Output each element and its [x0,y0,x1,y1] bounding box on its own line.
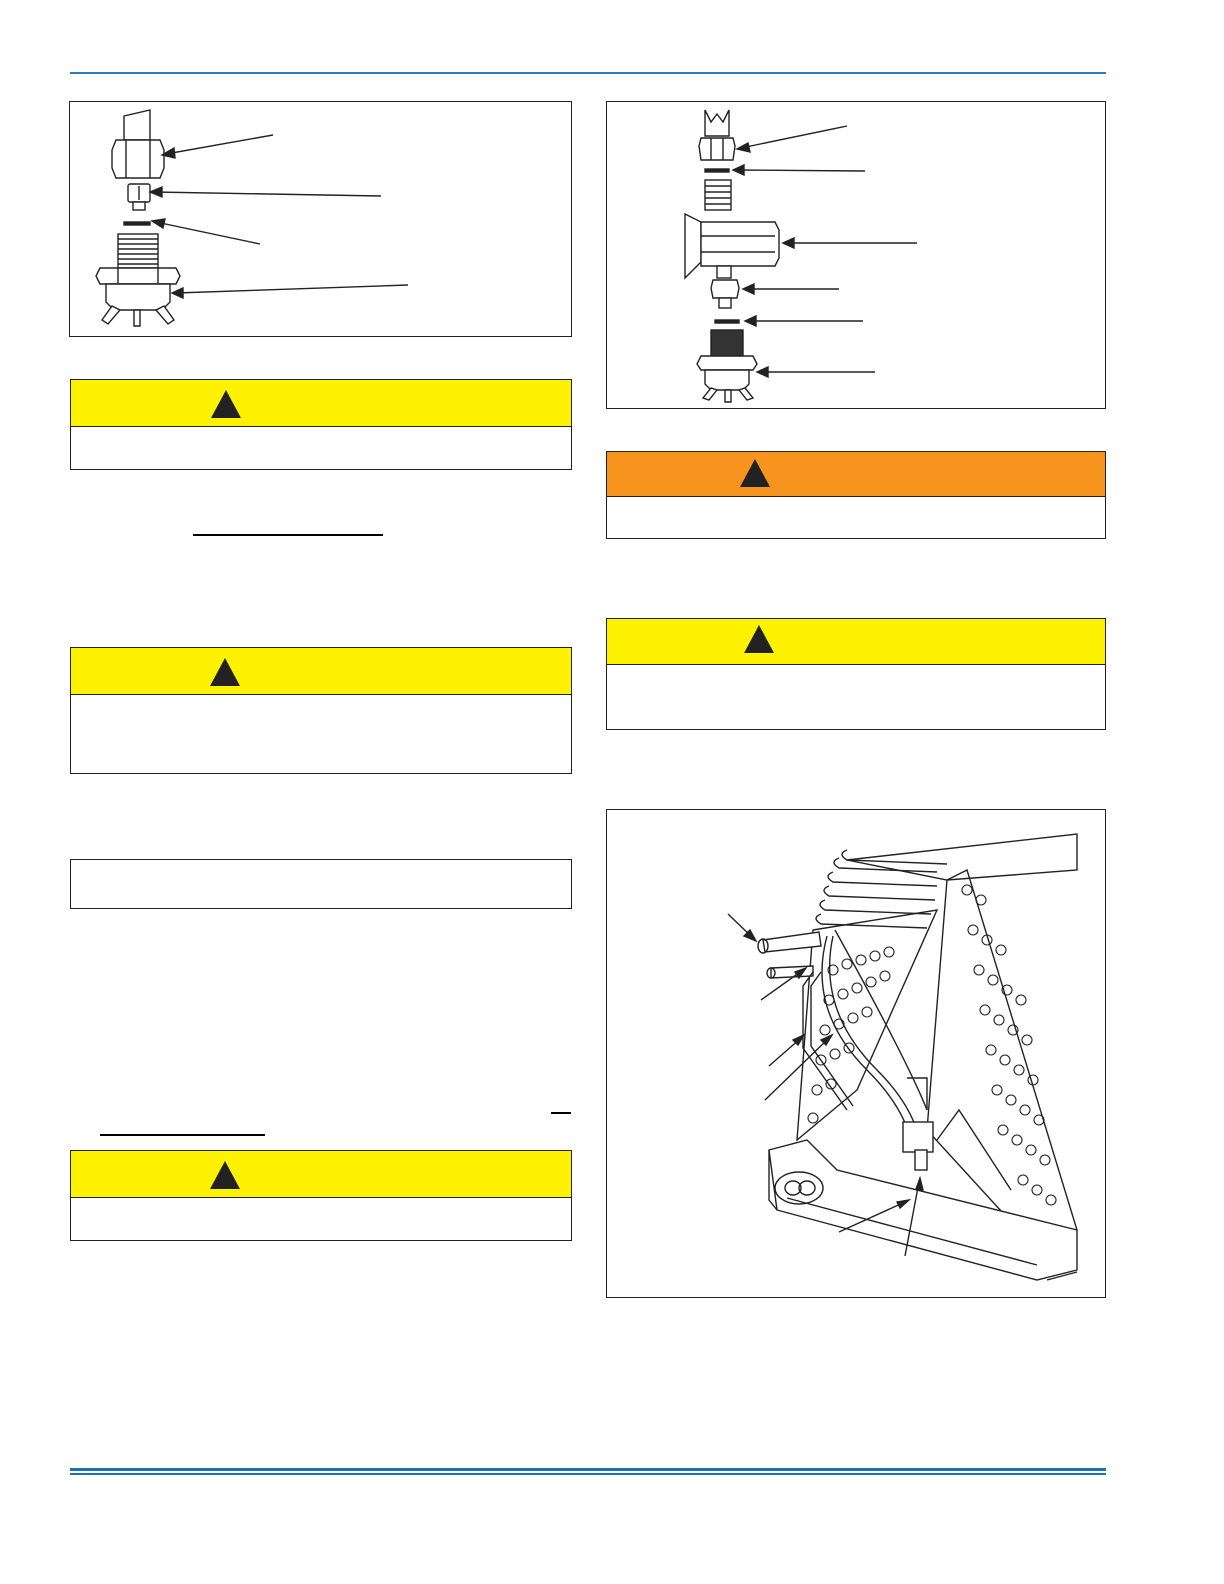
caution-box-3 [70,1150,572,1241]
caution-header [607,619,1105,665]
caution-header [71,1151,571,1198]
figure-right-valve-exploded [606,101,1106,409]
valve-exploded-drawing [70,102,573,338]
underline-rule-2 [100,1134,265,1136]
caution-box-1 [70,379,572,470]
valve-assembly-drawing [607,102,1107,410]
caution-header [71,648,571,695]
underline-rule-1 [193,534,383,536]
coil-drawing [607,810,1107,1299]
warning-triangle-icon [740,459,770,487]
warning-triangle-icon [210,658,240,686]
warning-triangle-icon [744,625,774,653]
warning-triangle-icon [210,1161,240,1189]
footer-rule-top [70,1468,1106,1471]
note-box [70,859,572,909]
warning-header [607,452,1105,497]
figure-left-valve-exploded [69,101,572,337]
figure-coil-illustration [606,809,1106,1298]
warning-box [606,451,1106,539]
caution-box-4 [606,618,1106,730]
header-rule [70,72,1106,74]
caution-box-2 [70,647,572,774]
short-rule [551,1112,571,1114]
caution-header [71,380,571,427]
footer-rule-bottom [70,1473,1106,1475]
warning-triangle-icon [211,390,241,418]
